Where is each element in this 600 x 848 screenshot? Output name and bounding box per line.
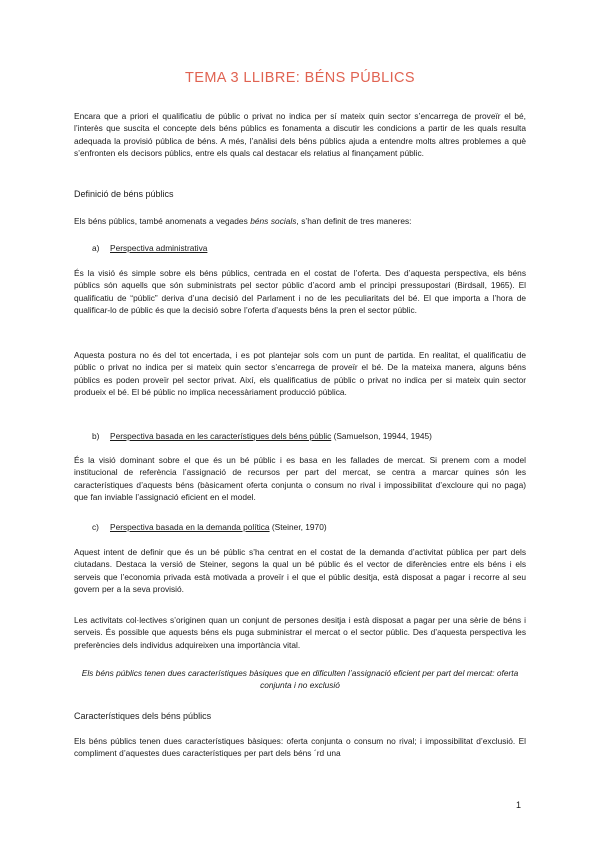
definition-text-after: , s’han definit de tres maneres: xyxy=(296,216,412,226)
section-heading-definition: Definició de béns públics xyxy=(74,189,174,199)
perspective-c-number: c) xyxy=(92,522,99,532)
perspective-b-label: Perspectiva basada en les característiques dels béns públic xyxy=(110,431,332,441)
perspective-c-citation: (Steiner, 1970) xyxy=(269,522,327,532)
definition-paragraph xyxy=(74,215,526,227)
perspective-a-paragraph-2: Aquesta postura no és del tot encertada, i es pot plantejar sols com un punt de partida. En realitat, el qualificatiu de públic o privat no indica per si mateix quin sector s’encarrega de proveïr el bé. De la mateixa manera, alguns béns públics es poden proveïr pel sector privat. Així, els qualificatius de públic o privat no indica per si mateix quin sector produeix el bé. El bé públic no implica necessàriament producció pública. xyxy=(74,350,526,398)
definition-italic-term: béns socials xyxy=(250,216,297,226)
intro-paragraph: Encara que a priori el qualificatiu de públic o privat no indica per sí mateix quin sector s’encarrega de proveïr el bé, l’interès que suscita el concepte dels béns públics es fonamenta a discutir les condicions a partir de les quals resulta adequada la provisió pública de béns. A més, l’anàlisi dels béns públics ajuda a entendre molts altres problemes a què s’enfronten els decisors públics, entre els quals cal destacar els relatius al finançament públic. xyxy=(74,111,526,159)
page-title: TEMA 3 LLIBRE: BÉNS PÚBLICS xyxy=(185,70,415,86)
definition-text-before: Els béns públics, també anomenats a vegades xyxy=(74,216,251,226)
perspective-b-heading xyxy=(92,430,526,442)
page-number: 1 xyxy=(516,800,522,810)
perspective-c-paragraph-2: Les activitats col·lectives s’originen quan un conjunt de persones desitja i està disposat a pagar per una sèrie de béns i serveis. És possible que aquests béns els puga subministrar el mercat o el sector públic. Des d’aquesta perspectiva les preferències dels individus adquireixen una importància vital. xyxy=(74,615,526,650)
perspective-b-paragraph-1: És la visió dominant sobre el que és un bé públic i es basa en les fallades de mercat. Si prenem com a model institucional de referència l’assignació de recursos per part del mercat, se centra a marcar quines són les característiques d’aquests béns (bàsicament oferta conjunta o consum no rival i impossibilitat d’excloure qui no paga) que fan inviable l’assignació eficient en el model. xyxy=(74,455,526,503)
perspective-a-heading xyxy=(92,242,526,254)
perspective-b-number: b) xyxy=(92,431,100,441)
perspective-b-citation: (Samuelson, 19944, 1945) xyxy=(331,431,432,441)
perspective-c-label: Perspectiva basada en la demanda política xyxy=(110,522,270,532)
perspective-a-paragraph-1: És la visió és simple sobre els béns públics, centrada en el costat de l’oferta. Des d’aquesta perspectiva, els béns públics són aquells que són subministrats pel sector públic d’acord amb el principi pressupostari (Birdsall, 1965). El qualificatiu de “públic” deriva d’una decisió del Parlament i no de les peculiaritats del bé. El que importa a l’hora de qualificar-lo de públic és que la decisió sobre l’oferta d’aquests béns la pren el sector públic. xyxy=(74,268,526,316)
perspective-a-number: a) xyxy=(92,243,100,253)
perspective-c-paragraph-1: Aquest intent de definir que és un bé públic s’ha centrat en el costat de la demanda d’activitat pública per part dels ciutadans. Destaca la versió de Steiner, segons la qual un bé públic és el vector de diferències entre els béns i els serveis que l’economia privada està motivada a proveïr i el que el públic desitja, està disposat a pagar i recorre al seu govern per a la seva provisió. xyxy=(74,547,526,595)
section-heading-characteristics: Característiques dels béns públics xyxy=(74,711,212,721)
perspective-c-heading xyxy=(92,521,526,533)
characteristics-paragraph: Els béns públics tenen dues característiques bàsiques: oferta conjunta o consum no rival; i impossibilitat d’exclusió. El compliment d’aquestes dues característiques per part dels béns ´rd una xyxy=(74,736,526,759)
perspective-a-label: Perspectiva administrativa xyxy=(110,243,208,253)
key-quote: Els béns públics tenen dues característiques bàsiques que en dificulten l’assignació eficient per part del mercat: oferta conjunta i no exclusió xyxy=(81,668,519,691)
